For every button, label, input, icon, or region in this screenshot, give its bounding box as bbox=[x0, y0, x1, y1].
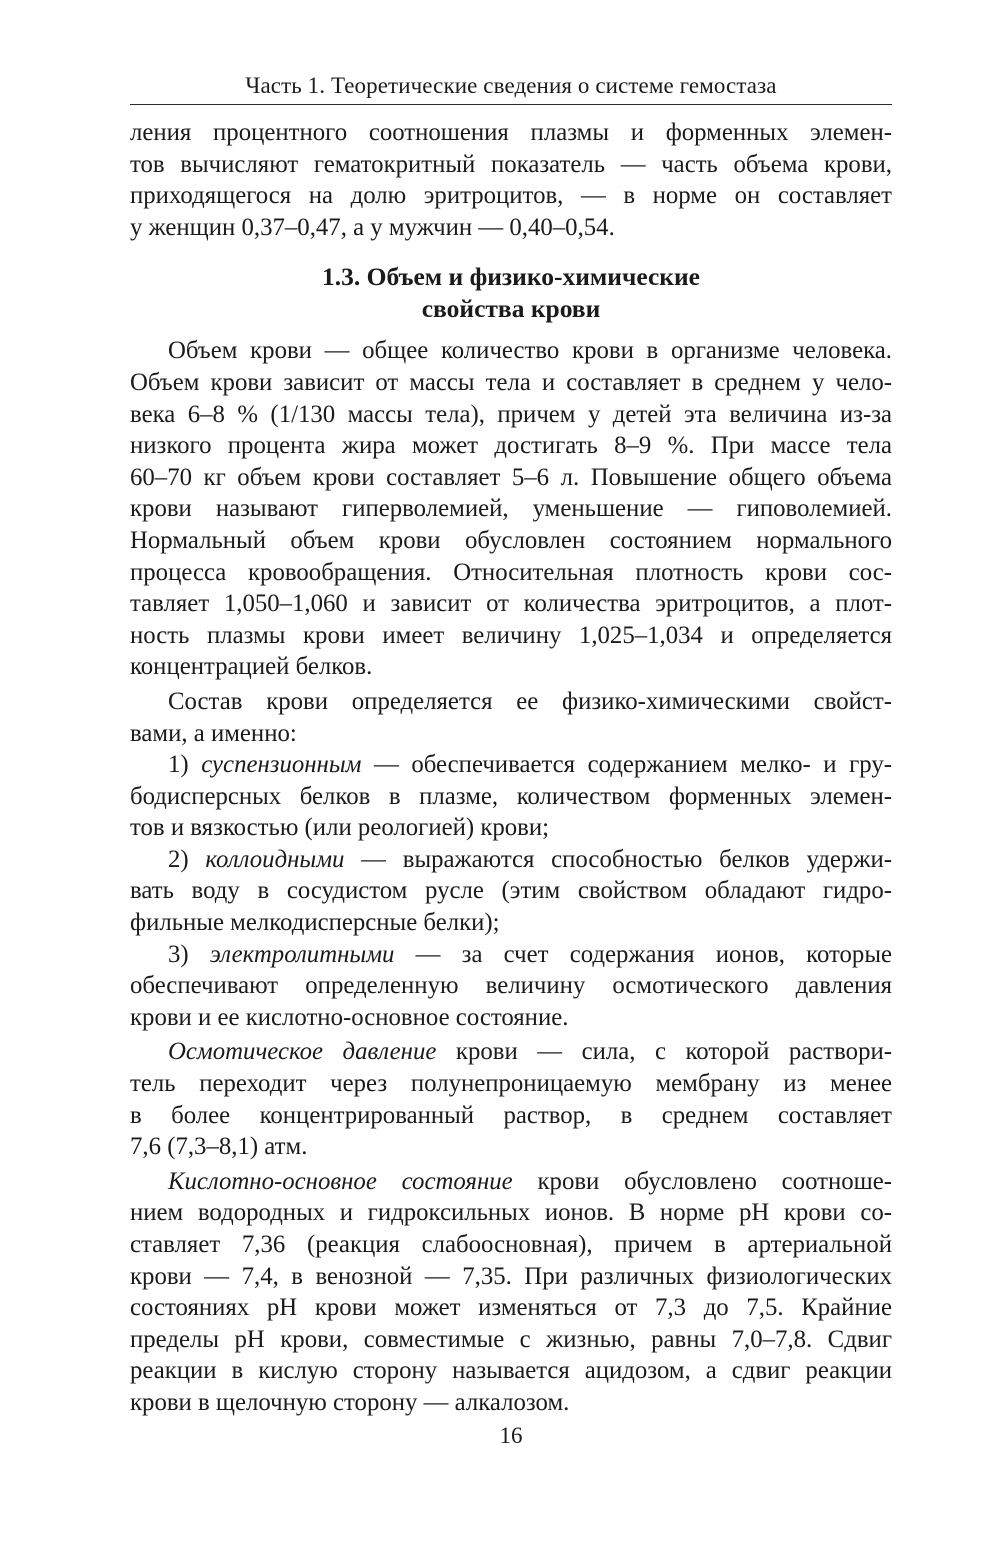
text-run: — за счет содержания ионов, которые bbox=[394, 940, 892, 968]
text-run: — выражаются способностью белков удержи- bbox=[344, 845, 892, 873]
text-line: в более концентрированный раствор, в среднем составляет bbox=[130, 1101, 892, 1129]
italic-term: Осмотическое давление bbox=[168, 1038, 437, 1066]
text-line: нием водородных и гидроксильных ионов. В норме pH крови со- bbox=[130, 1199, 892, 1227]
section-heading-line: 1.3. Объем и физико-химические bbox=[322, 262, 700, 292]
text-line: реакции в кислую сторону называется ацидозом, а сдвиг реакции bbox=[130, 1357, 892, 1385]
paragraph-acid-base bbox=[130, 1166, 892, 1419]
text-line: века 6–8 % (1/130 массы тела), причем у детей эта величина из-за bbox=[130, 400, 892, 428]
header-rule bbox=[130, 104, 892, 105]
text-line: пределы pH крови, совместимые с жизнью, равны 7,0–7,8. Сдвиг bbox=[130, 1325, 892, 1353]
list-item-electrolyte bbox=[130, 939, 892, 1034]
list-item-suspension bbox=[130, 749, 892, 844]
text-line: вать воду в сосудистом русле (этим свойством обладают гидро- bbox=[130, 877, 892, 905]
text-line: фильные мелкодисперсные белки); bbox=[130, 909, 500, 937]
text-line: состояниях pH крови может изменяться от 7,3 до 7,5. Крайние bbox=[130, 1294, 892, 1322]
text-line: Объем крови — общее количество крови в организме человека. bbox=[168, 337, 892, 365]
text-line: тавляет 1,050–1,060 и зависит от количества эритроцитов, а плот- bbox=[130, 590, 892, 618]
text-line: 60–70 кг объем крови составляет 5–6 л. Повышение общего объема bbox=[130, 463, 892, 491]
paragraph-blood-volume bbox=[130, 335, 892, 683]
intro-paragraph bbox=[130, 117, 892, 243]
text-line: ставляет 7,36 (реакция слабоосновная), причем в артериальной bbox=[130, 1231, 892, 1258]
text-line: Состав крови определяется ее физико-химическими свойст- bbox=[168, 687, 892, 715]
list-number: 3) bbox=[168, 940, 189, 968]
italic-term: коллоидными bbox=[205, 845, 345, 873]
text-line: процесса кровообращения. Относительная плотность крови сос- bbox=[130, 558, 892, 586]
text-line: крови и ее кислотно-основное состояние. bbox=[130, 1003, 569, 1031]
text-line: крови — 7,4, в венозной — 7,35. При различных физиологических bbox=[130, 1262, 892, 1290]
text-line: крови в щелочную сторону — алкалозом. bbox=[130, 1388, 570, 1416]
text-line bbox=[130, 1036, 892, 1068]
text-line: Объем крови зависит от массы тела и составляет в среднем у чело- bbox=[130, 368, 892, 396]
italic-term: суспензионным bbox=[201, 751, 362, 779]
list-item-colloid bbox=[130, 844, 892, 939]
list-number: 1) bbox=[168, 751, 189, 779]
text-run: — обеспечивается содержанием мелко- и гру- bbox=[361, 751, 892, 779]
paragraph-composition bbox=[130, 686, 892, 749]
section-heading-line: свойства крови bbox=[421, 294, 601, 324]
italic-term: электролитными bbox=[209, 940, 395, 968]
text-line: концентрацией белков. bbox=[130, 653, 373, 681]
text-run: крови — сила, с которой раствори- bbox=[436, 1038, 892, 1066]
text-line: низкого процента жира может достигать 8–9 %. При массе тела bbox=[130, 432, 892, 460]
text-line: тов вычисляют гематокритный показатель — часть объема крови, bbox=[130, 150, 892, 178]
text-line bbox=[130, 749, 892, 781]
page-body bbox=[130, 117, 892, 1419]
text-line: ления процентного соотношения плазмы и форменных элемен- bbox=[130, 119, 892, 146]
text-line: у женщин 0,37–0,47, а у мужчин — 0,40–0,54. bbox=[130, 213, 615, 241]
text-line: тель переходит через полунепроницаемую мембрану из менее bbox=[130, 1070, 892, 1098]
italic-term: Кислотно-основное состояние bbox=[168, 1167, 513, 1195]
page-number: 16 bbox=[499, 1423, 523, 1448]
text-line: 7,6 (7,3–8,1) атм. bbox=[130, 1133, 308, 1161]
text-line: обеспечивают определенную величину осмотического давления bbox=[130, 972, 892, 1000]
list-number: 2) bbox=[168, 845, 189, 873]
text-line bbox=[130, 939, 892, 971]
text-line: крови называют гиперволемией, уменьшение — гиповолемией. bbox=[130, 495, 892, 523]
text-line: тов и вязкостью (или реологией) крови; bbox=[130, 814, 550, 842]
text-line: бодисперсных белков в плазме, количеством форменных элемен- bbox=[130, 782, 892, 810]
text-line: Нормальный объем крови обусловлен состоянием нормального bbox=[130, 526, 892, 554]
text-line: ность плазмы крови имеет величину 1,025–1,034 и определяется bbox=[130, 621, 892, 649]
section-heading bbox=[130, 261, 892, 325]
text-line bbox=[130, 844, 892, 876]
text-line: приходящегося на долю эритроцитов, — в норме он составляет bbox=[130, 182, 892, 210]
text-line: вами, а именно: bbox=[130, 719, 297, 747]
running-header: Часть 1. Теоретические сведения о системе гемостаза bbox=[245, 73, 777, 98]
text-line bbox=[130, 1166, 892, 1198]
paragraph-osmotic-pressure bbox=[130, 1036, 892, 1162]
text-run: крови обусловлено соотноше- bbox=[512, 1167, 893, 1195]
